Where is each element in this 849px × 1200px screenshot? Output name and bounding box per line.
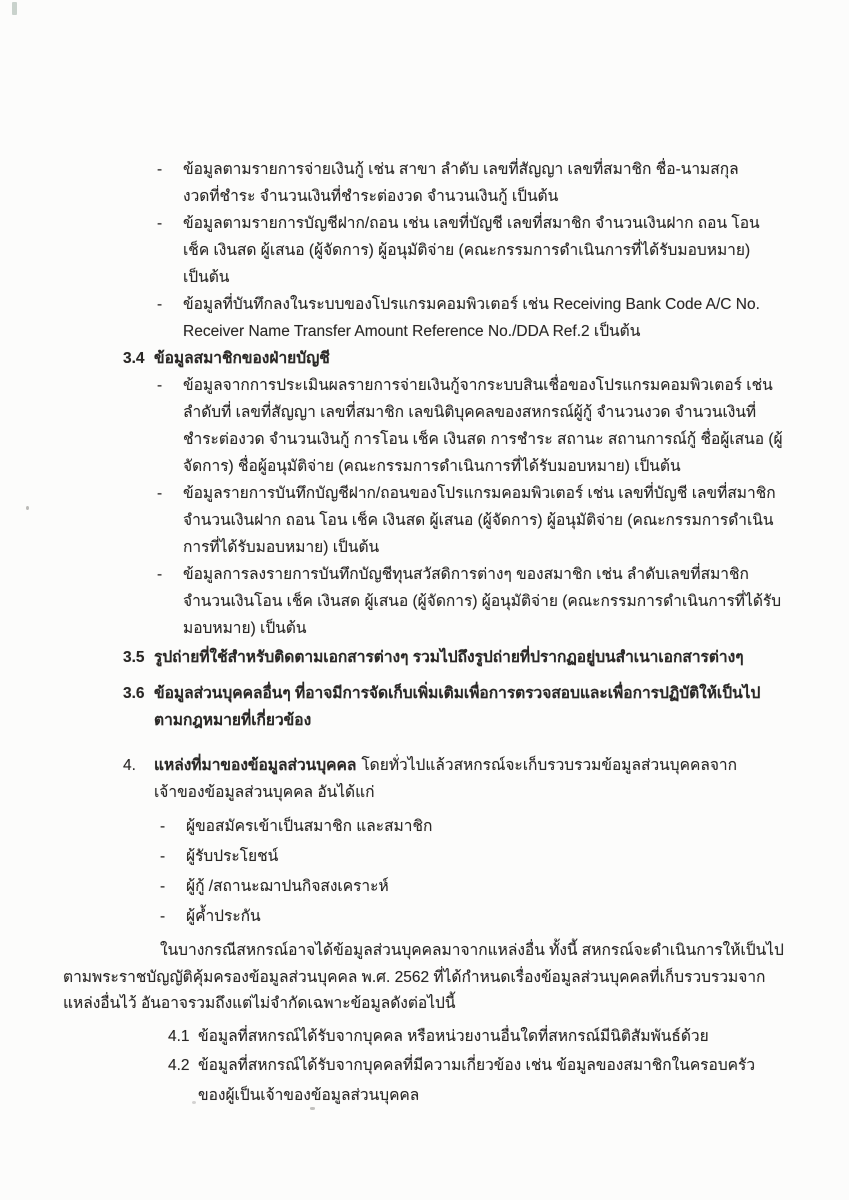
section-3-4-bullet-text: ข้อมูลจากการประเมินผลรายการจ่ายเงินกู้จากระบบสินเชื่อของโปรแกรมคอมพิวเตอร์ เช่น ลำดับที่ เลขที่สัญญา เลขที่สมาชิก เลขนิติบุคคลของสหกรณ์ผู้กู้ จำนวนงวด จำนวนเงินที่ชำระต่องวด จำนวนเงินกู้ การโอน เช็ค เงินสด การชำระ สถานะ สถานการณ์กู้ ชื่อผู้เสนอ (ผู้จัดการ) ชื่อผู้อนุมัติจ่าย (คณะกรรมการดำเนินการที่ได้รับมอบหมาย) เป็นต้น (183, 377, 783, 475)
bullet-dash-icon: - (157, 215, 163, 232)
section-4-lead-text: โดยทั่วไปแล้วสหกรณ์จะเก็บรวบรวมข้อมูลส่วนบุคคลจากเจ้าของข้อมูลส่วนบุคคล อันได้แก่ (154, 757, 737, 801)
item-number: 3.6 (123, 685, 145, 702)
bullet-dash-icon: - (160, 878, 166, 895)
intro-bullet-text: ข้อมูลตามรายการบัญชีฝาก/ถอน เช่น เลขที่บัญชี เลขที่สมาชิก จำนวนเงินฝาก ถอน โอน เช็ค เงินสด ผู้เสนอ (ผู้จัดการ) ผู้อนุมัติจ่าย (คณะกรรมการดำเนินการที่ได้รับมอบหมาย) เป็นต้น (183, 215, 760, 286)
intro-bullet-item (63, 210, 805, 291)
intro-bullet-text: ข้อมูลที่บันทึกลงในระบบของโปรแกรมคอมพิวเตอร์ เช่น Receiving Bank Code A/C No. Receiver Name Transfer Amount Reference No./DDA Ref.2 เป็นต้น (183, 296, 760, 340)
item-3-5-text: รูปถ่ายที่ใช้สำหรับติดตามเอกสารต่างๆ รวมไปถึงรูปถ่ายที่ปรากฏอยู่บนสำเนาเอกสารต่างๆ (154, 649, 744, 666)
sub-item-4-1-text: ข้อมูลที่สหกรณ์ได้รับจากบุคคล หรือหน่วยงานอื่นใดที่สหกรณ์มีนิติสัมพันธ์ด้วย (198, 1027, 709, 1045)
section-3-4-bullet-item (63, 372, 805, 480)
intro-bullet-item (63, 291, 805, 345)
section-3-4-heading (63, 345, 805, 372)
document-body (63, 156, 805, 1110)
section-4-bullet-text: ผู้กู้ /สถานะฌาปนกิจสงเคราะห์ (186, 878, 389, 895)
bullet-dash-icon: - (160, 818, 166, 835)
section-4-bullet-text: ผู้รับประโยชน์ (186, 848, 279, 865)
item-number: 3.5 (123, 649, 145, 666)
bullet-dash-icon: - (157, 296, 163, 313)
section-title: แหล่งที่มาของข้อมูลส่วนบุคคล (154, 757, 357, 774)
bullet-dash-icon: - (160, 908, 166, 925)
section-4-intro (154, 752, 782, 806)
bullet-dash-icon: - (160, 848, 166, 865)
item-number: 4.2 (168, 1057, 190, 1074)
sub-item-4-2-text: ข้อมูลที่สหกรณ์ได้รับจากบุคคลที่มีความเกี่ยวข้อง เช่น ข้อมูลของสมาชิกในครอบครัวของผู้เป็นเจ้าของข้อมูลส่วนบุคคล (198, 1057, 756, 1104)
section-3-4-bullet-item (63, 480, 805, 561)
section-4-heading (63, 752, 805, 806)
intro-bullet-text: ข้อมูลตามรายการจ่ายเงินกู้ เช่น สาขา ลำดับ เลขที่สัญญา เลขที่สมาชิก ชื่อ-นามสกุล งวดที่ชำระ จำนวนเงินที่ชำระต่องวด จำนวนเงินกู้ เป็นต้น (183, 161, 739, 205)
section-4-bullet-text: ผู้ค้ำประกัน (186, 908, 261, 925)
item-3-5 (63, 644, 805, 671)
section-4-bullet-text: ผู้ขอสมัครเข้าเป็นสมาชิก และสมาชิก (186, 818, 433, 835)
bullet-dash-icon: - (157, 485, 163, 502)
section-number: 3.4 (123, 350, 145, 367)
intro-bullet-item (63, 156, 805, 210)
section-4-bullet-item (63, 872, 805, 902)
section-number: 4. (123, 757, 136, 774)
section-3-4-bullet-text: ข้อมูลการลงรายการบันทึกบัญชีทุนสวัสดิการต่างๆ ของสมาชิก เช่น ลำดับเลขที่สมาชิก จำนวนเงินโอน เช็ค เงินสด ผู้เสนอ (ผู้จัดการ) ผู้อนุมัติจ่าย (คณะกรรมการดำเนินการที่ได้รับมอบหมาย) เป็นต้น (183, 566, 782, 637)
sub-item-4-1 (63, 1022, 805, 1052)
section-3-4-bullet-item (63, 561, 805, 642)
sub-item-4-2 (63, 1051, 805, 1110)
section-4-bullet-item (63, 842, 805, 872)
bullet-dash-icon: - (157, 377, 163, 394)
section-4-paragraph: ในบางกรณีสหกรณ์อาจได้ข้อมูลส่วนบุคคลมาจากแหล่งอื่น ทั้งนี้ สหกรณ์จะดำเนินการให้เป็นไปตามพระราชบัญญัติคุ้มครองข้อมูลส่วนบุคคล พ.ศ. 2562 ที่ได้กำหนดเรื่องข้อมูลส่วนบุคคลที่เก็บรวบรวมจากแหล่งอื่นไว้ อันอาจรวมถึงแต่ไม่จำกัดเฉพาะข้อมูลดังต่อไปนี้ (63, 942, 784, 1012)
item-number: 4.1 (168, 1027, 190, 1045)
section-3-4-bullet-text: ข้อมูลรายการบันทึกบัญชีฝาก/ถอนของโปรแกรมคอมพิวเตอร์ เช่น เลขที่บัญชี เลขที่สมาชิก จำนวนเงินฝาก ถอน โอน เช็ค เงินสด ผู้เสนอ (ผู้จัดการ) ผู้อนุมัติจ่าย (คณะกรรมการดำเนินการที่ได้รับมอบหมาย) เป็นต้น (183, 485, 776, 556)
section-4-bullet-item (63, 812, 805, 842)
bullet-dash-icon: - (157, 566, 163, 583)
item-3-6-text: ข้อมูลส่วนบุคคลอื่นๆ ที่อาจมีการจัดเก็บเพิ่มเติมเพื่อการตรวจสอบและเพื่อการปฏิบัติให้เป็นไปตามกฎหมายที่เกี่ยวข้อง (154, 685, 761, 729)
item-3-6 (63, 680, 805, 734)
scan-artifact-dot (26, 506, 29, 510)
section-title: ข้อมูลสมาชิกของฝ่ายบัญชี (154, 350, 330, 367)
section-4-bullet-item (63, 902, 805, 932)
bullet-dash-icon: - (157, 161, 163, 178)
scan-artifact-corner-mark (12, 2, 17, 15)
